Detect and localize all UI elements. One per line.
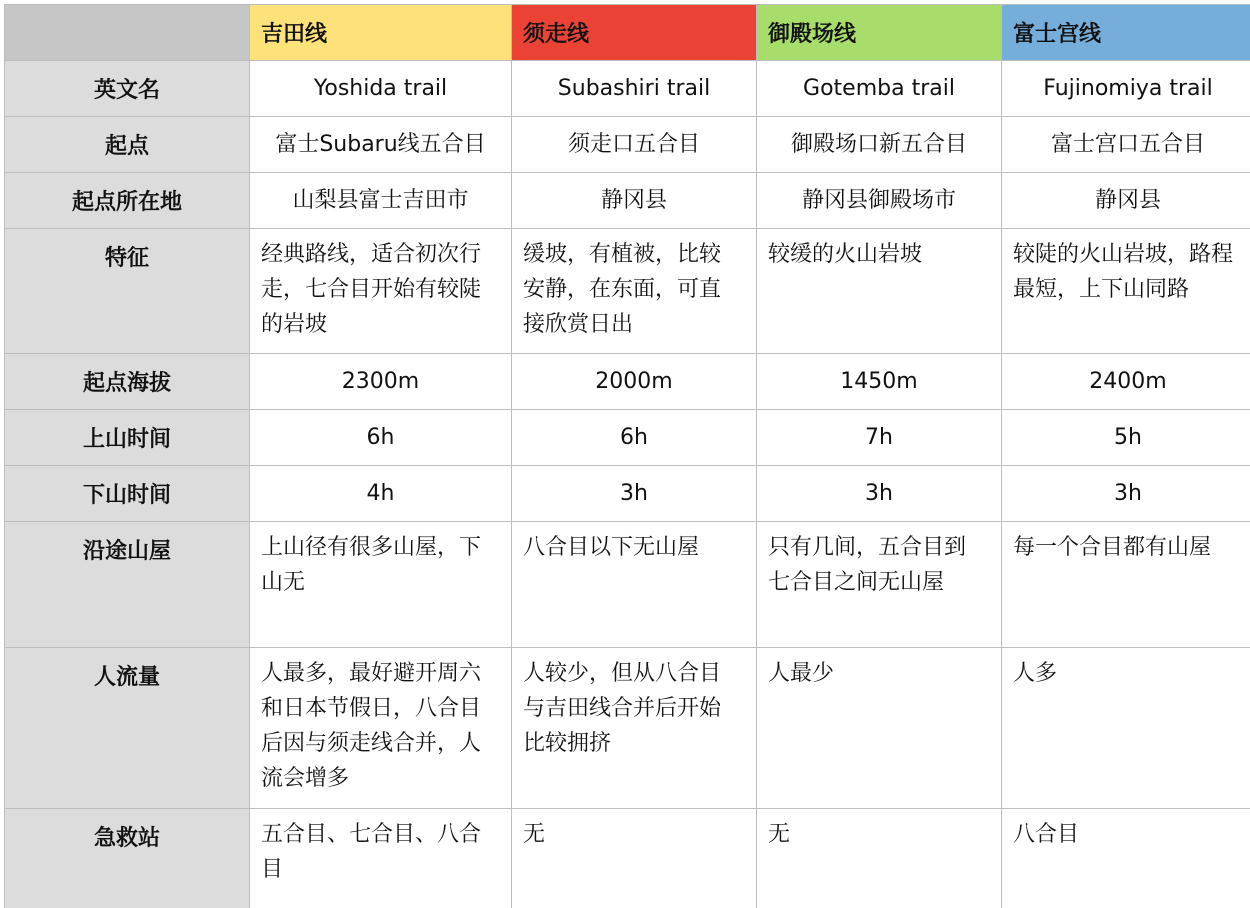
table-cell[interactable]: 3h [757, 466, 1002, 522]
table-cell[interactable]: 须走口五合目 [512, 117, 757, 173]
table-cell[interactable]: 人多 [1002, 648, 1250, 809]
column-header-fujinomiya[interactable]: 富士宫线 [1002, 5, 1250, 61]
table-cell[interactable]: 八合目以下无山屋 [512, 522, 757, 648]
table-row [5, 466, 1250, 522]
table-row [5, 61, 1250, 117]
table-row [5, 173, 1250, 229]
table-cell[interactable]: 人较少，但从八合目与吉田线合并后开始比较拥挤 [512, 648, 757, 809]
table-cell[interactable]: 4h [250, 466, 512, 522]
column-header-subashiri[interactable]: 须走线 [512, 5, 757, 61]
row-header[interactable]: 沿途山屋 [5, 522, 250, 648]
table-cell[interactable]: 御殿场口新五合目 [757, 117, 1002, 173]
table-row [5, 117, 1250, 173]
table-cell[interactable]: 富士Subaru线五合目 [250, 117, 512, 173]
table-cell[interactable]: 2000m [512, 354, 757, 410]
row-header[interactable]: 上山时间 [5, 410, 250, 466]
table-cell[interactable]: 山梨县富士吉田市 [250, 173, 512, 229]
column-header-yoshida[interactable]: 吉田线 [250, 5, 512, 61]
table-cell[interactable]: 五合目、七合目、八合目 [250, 809, 512, 908]
table-cell[interactable]: Subashiri trail [512, 61, 757, 117]
table-row [5, 229, 1250, 354]
table-cell[interactable]: 2300m [250, 354, 512, 410]
table-cell[interactable]: 6h [250, 410, 512, 466]
table-cell[interactable]: 缓坡，有植被，比较安静，在东面，可直接欣赏日出 [512, 229, 757, 354]
column-header-gotemba[interactable]: 御殿场线 [757, 5, 1002, 61]
table-cell[interactable]: 富士宫口五合目 [1002, 117, 1250, 173]
table-cell[interactable]: 静冈县御殿场市 [757, 173, 1002, 229]
row-header[interactable]: 下山时间 [5, 466, 250, 522]
table-cell[interactable]: Gotemba trail [757, 61, 1002, 117]
table-cell[interactable]: 经典路线，适合初次行走，七合目开始有较陡的岩坡 [250, 229, 512, 354]
table-cell[interactable]: 3h [512, 466, 757, 522]
table-cell[interactable]: 人最少 [757, 648, 1002, 809]
table-cell[interactable]: Yoshida trail [250, 61, 512, 117]
row-header[interactable]: 急救站 [5, 809, 250, 908]
table-cell[interactable]: 静冈县 [1002, 173, 1250, 229]
row-header[interactable]: 英文名 [5, 61, 250, 117]
row-header[interactable]: 起点 [5, 117, 250, 173]
trail-comparison-table [4, 4, 1250, 908]
table-cell[interactable]: 上山径有很多山屋，下山无 [250, 522, 512, 648]
spreadsheet-table [4, 4, 1250, 908]
table-cell[interactable]: 只有几间，五合目到七合目之间无山屋 [757, 522, 1002, 648]
table-cell[interactable]: 人最多，最好避开周六和日本节假日，八合目后因与须走线合并，人流会增多 [250, 648, 512, 809]
table-cell[interactable]: 无 [757, 809, 1002, 908]
table-cell[interactable]: 7h [757, 410, 1002, 466]
table-cell[interactable]: 较陡的火山岩坡，路程最短，上下山同路 [1002, 229, 1250, 354]
table-row [5, 354, 1250, 410]
table-cell[interactable]: 八合目 [1002, 809, 1250, 908]
table-cell[interactable]: 6h [512, 410, 757, 466]
table-cell[interactable]: 每一个合目都有山屋 [1002, 522, 1250, 648]
table-cell[interactable]: 静冈县 [512, 173, 757, 229]
row-header[interactable]: 特征 [5, 229, 250, 354]
header-row [5, 5, 1250, 61]
table-cell[interactable]: 无 [512, 809, 757, 908]
table-cell[interactable]: 较缓的火山岩坡 [757, 229, 1002, 354]
table-cell[interactable]: 2400m [1002, 354, 1250, 410]
table-row [5, 410, 1250, 466]
row-header[interactable]: 起点海拔 [5, 354, 250, 410]
table-row [5, 648, 1250, 809]
table-row [5, 809, 1250, 908]
row-header[interactable]: 人流量 [5, 648, 250, 809]
table-cell[interactable]: 1450m [757, 354, 1002, 410]
table-cell[interactable]: 5h [1002, 410, 1250, 466]
table-row [5, 522, 1250, 648]
corner-cell[interactable] [5, 5, 250, 61]
table-cell[interactable]: Fujinomiya trail [1002, 61, 1250, 117]
table-cell[interactable]: 3h [1002, 466, 1250, 522]
row-header[interactable]: 起点所在地 [5, 173, 250, 229]
